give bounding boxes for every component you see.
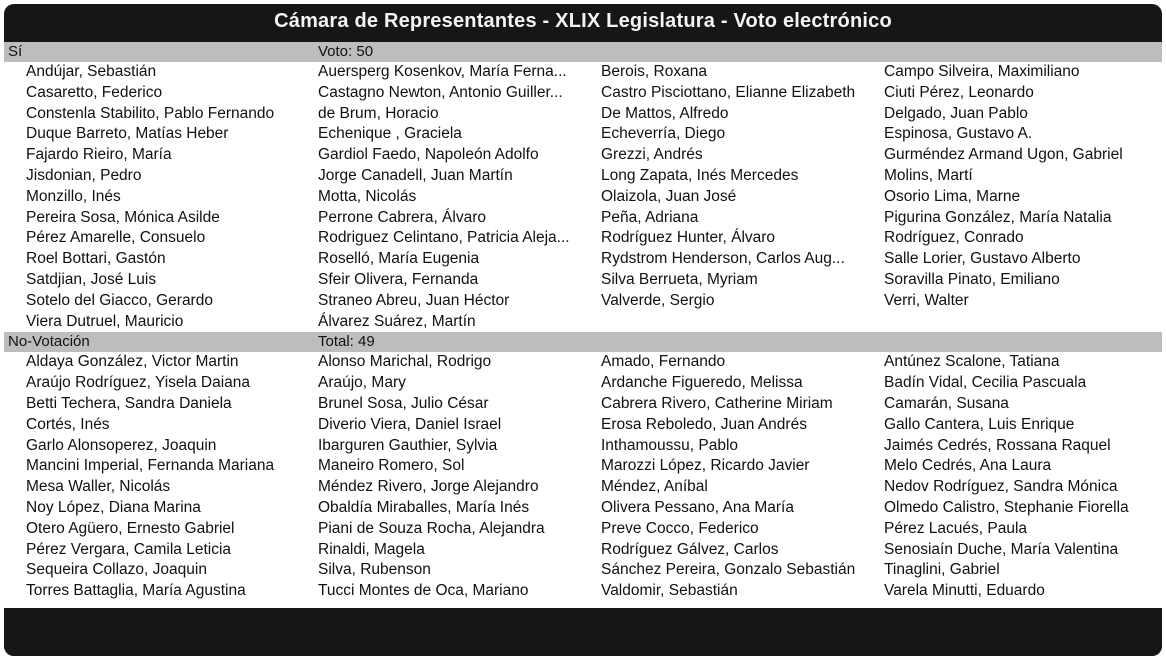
legislator-name: Brunel Sosa, Julio César	[318, 394, 489, 412]
legislator-name: Sequeira Collazo, Joaquin	[26, 561, 207, 579]
section-label: Sí	[8, 43, 23, 60]
legislator-name: Pereira Sosa, Mónica Asilde	[26, 208, 220, 226]
legislator-name: Noy López, Diana Marina	[26, 498, 201, 516]
section-header-si	[4, 42, 1162, 62]
legislator-name: Rodríguez Gálvez, Carlos	[601, 540, 779, 558]
legislator-name: Álvarez Suárez, Martín	[318, 312, 476, 330]
legislator-name: Badín Vidal, Cecilia Pascuala	[884, 374, 1087, 392]
legislator-name: Pérez Vergara, Camila Leticia	[26, 540, 232, 558]
legislator-name: Verri, Walter	[884, 291, 969, 309]
legislator-name: Melo Cedrés, Ana Laura	[884, 457, 1052, 475]
legislator-name: Méndez, Aníbal	[601, 478, 708, 496]
names-grid-no-votacion	[4, 352, 1162, 602]
legislator-name: De Mattos, Alfredo	[601, 104, 729, 122]
legislator-name: Rodríguez Hunter, Álvaro	[601, 229, 776, 247]
legislator-name: Echenique , Graciela	[318, 125, 462, 143]
legislator-name: Silva, Rubenson	[318, 561, 431, 579]
legislator-name: Soravilla Pinato, Emiliano	[884, 270, 1060, 288]
legislator-name: Perrone Cabrera, Álvaro	[318, 208, 486, 226]
legislator-name: Ardanche Figueredo, Melissa	[601, 374, 803, 392]
legislator-name: Campo Silveira, Maximiliano	[884, 63, 1080, 80]
legislator-name: Rodriguez Celintano, Patricia Aleja...	[318, 229, 570, 247]
legislator-name: Araújo Rodríguez, Yisela Daiana	[26, 374, 251, 392]
legislator-name: Monzillo, Inés	[26, 187, 121, 205]
screen-title: Cámara de Representantes - XLIX Legislatura - Voto electrónico	[274, 10, 892, 32]
legislator-name: Garlo Alonsoperez, Joaquin	[26, 436, 217, 454]
legislator-name: Pérez Lacués, Paula	[884, 519, 1028, 537]
vote-count: Voto: 50	[318, 43, 374, 60]
legislator-name: Sotelo del Giacco, Gerardo	[26, 291, 213, 309]
bottom-bar	[4, 608, 1162, 656]
legislator-name: Aldaya González, Victor Martin	[26, 353, 239, 371]
legislator-name: Castagno Newton, Antonio Guiller...	[318, 83, 563, 101]
legislator-name: Espinosa, Gustavo A.	[884, 125, 1033, 143]
legislator-name: Varela Minutti, Eduardo	[884, 582, 1045, 600]
legislator-name: Sfeir Olivera, Fernanda	[318, 270, 479, 288]
section-label: No-Votación	[8, 333, 90, 351]
legislator-name: Alonso Marichal, Rodrigo	[318, 353, 492, 371]
legislator-name: Fajardo Rieiro, María	[26, 146, 172, 164]
legislator-name: Gurméndez Armand Ugon, Gabriel	[884, 146, 1123, 164]
section-header-no-votacion	[4, 332, 1162, 352]
legislator-name: Valverde, Sergio	[601, 291, 715, 309]
legislator-name: Olmedo Calistro, Stephanie Fiorella	[884, 498, 1129, 516]
legislator-name: Méndez Rivero, Jorge Alejandro	[318, 478, 539, 496]
legislator-name: Constenla Stabilito, Pablo Fernando	[26, 104, 275, 122]
legislator-name: Gallo Cantera, Luis Enrique	[884, 415, 1075, 433]
legislator-name: Valdomir, Sebastián	[601, 582, 738, 600]
legislator-name: Rydstrom Henderson, Carlos Aug...	[601, 250, 845, 268]
legislator-name: Straneo Abreu, Juan Héctor	[318, 291, 510, 309]
legislator-name: Salle Lorier, Gustavo Alberto	[884, 250, 1081, 268]
legislator-name: Grezzi, Andrés	[601, 146, 703, 164]
legislator-name: Berois, Roxana	[601, 63, 707, 80]
names-grid-si	[4, 62, 1162, 332]
legislator-name: Andújar, Sebastián	[26, 63, 157, 80]
legislator-name: Cabrera Rivero, Catherine Miriam	[601, 394, 833, 412]
legislator-name: Otero Agüero, Ernesto Gabriel	[26, 519, 235, 537]
legislator-name: Delgado, Juan Pablo	[884, 104, 1028, 122]
legislator-name: Gardiol Faedo, Napoleón Adolfo	[318, 146, 539, 164]
legislator-name: Piani de Souza Rocha, Alejandra	[318, 519, 545, 537]
legislator-name: Viera Dutruel, Mauricio	[26, 312, 184, 330]
broadcast-frame	[4, 4, 1162, 656]
legislator-name: Betti Techera, Sandra Daniela	[26, 394, 232, 412]
legislator-name: de Brum, Horacio	[318, 104, 439, 122]
legislator-name: Diverio Viera, Daniel Israel	[318, 415, 502, 433]
legislator-name: Silva Berrueta, Myriam	[601, 270, 758, 288]
legislator-name: Ciuti Pérez, Leonardo	[884, 83, 1034, 101]
legislator-name: Antúnez Scalone, Tatiana	[884, 353, 1060, 371]
legislator-name: Osorio Lima, Marne	[884, 187, 1021, 205]
legislator-name: Obaldía Miraballes, María Inés	[318, 498, 530, 516]
legislator-name: Echeverría, Diego	[601, 125, 726, 143]
legislator-name: Jaimés Cedrés, Rossana Raquel	[884, 436, 1111, 454]
total-count: Total: 49	[318, 333, 375, 351]
legislator-name: Rinaldi, Magela	[318, 540, 425, 558]
legislator-name: Long Zapata, Inés Mercedes	[601, 166, 799, 184]
legislator-name: Roel Bottari, Gastón	[26, 250, 166, 268]
legislator-name	[596, 312, 879, 333]
legislator-name: Auersperg Kosenkov, María Ferna...	[318, 63, 567, 80]
legislator-name: Preve Cocco, Federico	[601, 519, 759, 537]
legislator-name: Marozzi López, Ricardo Javier	[601, 457, 810, 475]
legislator-name: Castro Pisciottano, Elianne Elizabeth	[601, 83, 856, 101]
legislator-name: Camarán, Susana	[884, 394, 1009, 412]
legislator-name	[879, 312, 1162, 333]
legislator-name: Maneiro Romero, Sol	[318, 457, 465, 475]
legislator-name: Tinaglini, Gabriel	[884, 561, 1000, 579]
legislator-name: Senosiaín Duche, María Valentina	[884, 540, 1119, 558]
legislator-name: Satdjian, José Luis	[26, 270, 157, 288]
legislator-name: Amado, Fernando	[601, 353, 726, 371]
legislator-name: Olivera Pessano, Ana María	[601, 498, 794, 516]
legislator-name: Casaretto, Federico	[26, 83, 163, 101]
legislator-name: Pérez Amarelle, Consuelo	[26, 229, 206, 247]
legislator-name: Duque Barreto, Matías Heber	[26, 125, 229, 143]
legislator-name: Torres Battaglia, María Agustina	[26, 582, 246, 600]
legislator-name: Sánchez Pereira, Gonzalo Sebastián	[601, 561, 856, 579]
legislator-name: Rodríguez, Conrado	[884, 229, 1024, 247]
legislator-name: Araújo, Mary	[318, 374, 406, 392]
legislator-name: Cortés, Inés	[26, 415, 110, 433]
legislator-name: Nedov Rodríguez, Sandra Mónica	[884, 478, 1118, 496]
legislator-name: Roselló, María Eugenia	[318, 250, 480, 268]
legislator-name: Motta, Nicolás	[318, 187, 417, 205]
legislator-name: Molins, Martí	[884, 166, 973, 184]
legislator-name: Mesa Waller, Nicolás	[26, 478, 171, 496]
legislator-name: Peña, Adriana	[601, 208, 699, 226]
legislator-name: Mancini Imperial, Fernanda Mariana	[26, 457, 275, 475]
legislator-name: Tucci Montes de Oca, Mariano	[318, 582, 529, 600]
legislator-name: Erosa Reboledo, Juan Andrés	[601, 415, 807, 433]
vote-board	[4, 42, 1162, 608]
legislator-name: Jisdonian, Pedro	[26, 166, 142, 184]
legislator-name: Jorge Canadell, Juan Martín	[318, 166, 513, 184]
legislator-name: Olaizola, Juan José	[601, 187, 737, 205]
legislator-name: Inthamoussu, Pablo	[601, 436, 739, 454]
legislator-name: Ibarguren Gauthier, Sylvia	[318, 436, 498, 454]
legislator-name: Pigurina González, María Natalia	[884, 208, 1112, 226]
